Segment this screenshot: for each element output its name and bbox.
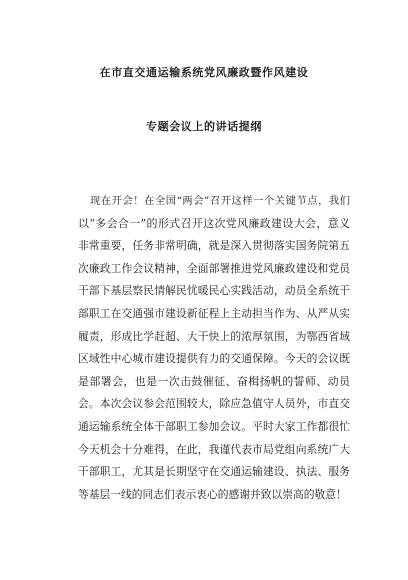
document-body: [78, 190, 350, 506]
body-line: 部职工在交通强市建设新征程上主动担当作为、从严从实: [78, 306, 350, 320]
body-line: 会。本次会议参会范围较大，除应急值守人员外，市直交: [78, 397, 350, 411]
body-line: 现在开会！在全国“两会”召开这样一个关键节点，我们: [90, 195, 350, 207]
body-line: 以“多会合一”的形式召开这次党风廉政建设大会，意义: [78, 216, 350, 230]
body-line: 区域性中心城市建设提供有力的交通保障。今天的会议既: [78, 352, 350, 366]
body-line: 次廉政工作会议精神，全面部署推进党风廉政建设和党员: [78, 261, 350, 275]
document-title-line-1: 在市直交通运输系统党风廉政暨作风建设: [99, 66, 309, 79]
document-title-line-2: 专题会议上的讲话提纲: [146, 120, 262, 133]
body-line: 非常重要，任务非常明确，就是深入贯彻落实国务院第五: [78, 239, 350, 253]
body-line: 是部署会，也是一次击鼓催征、奋楫扬帆的誓师、动员: [78, 374, 350, 388]
body-line: 干部职工，尤其是长期坚守在交通运输建设、执法、服务: [78, 465, 350, 479]
body-line: 履责，形成比学赶超、大干快上的浓厚氛围，为鄂西省域: [78, 329, 350, 343]
body-line: 今天机会十分难得，在此，我谨代表市局党组向系统广大: [78, 442, 350, 456]
body-line: 等基层一线的同志们表示衷心的感谢并致以崇高的敬意！: [78, 487, 347, 501]
body-line: 通运输系统全体干部职工参加会议。平时大家工作都很忙: [78, 419, 350, 433]
body-line: 干部下基层察民情解民忧暖民心实践活动，动员全系统干: [78, 284, 350, 298]
